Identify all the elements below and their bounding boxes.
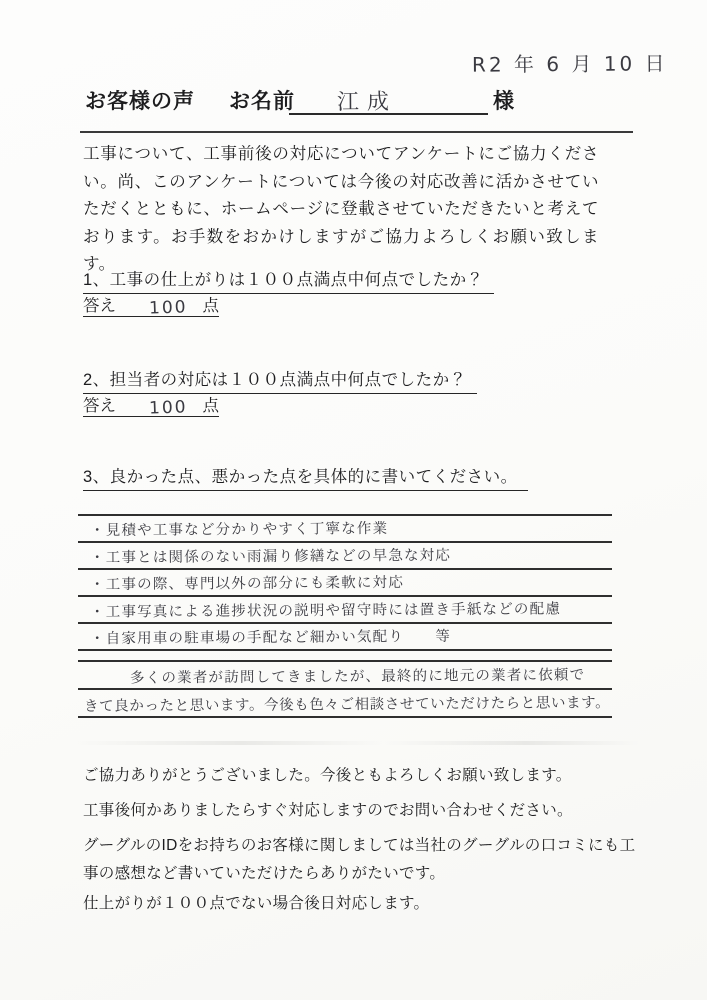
q3-comment-line-2: きて良かったと思います。今後も色々ご相談させていただけたらと思います。 (83, 694, 611, 715)
q3-comment-line-1: 多くの業者が訪問してきましたが、最終的に地元の業者に依頼で (129, 666, 586, 687)
footer-google-review: グーグルのIDをお持ちのお客様に関しましては当社のグーグルの口コミにも工事の感想など書いていただけたらありがたいです。 (83, 837, 636, 882)
handwritten-date: R2 年 6 月 10 日 (471, 51, 668, 77)
q3-bullet-row (78, 543, 612, 570)
answer-2-prefix: 答え (83, 397, 116, 415)
q3-bullet-5: ・自家用車の駐車場の手配など細かい気配り 等 (89, 628, 452, 648)
handwritten-name: 江成 (336, 89, 398, 116)
footer-thanks: ご協力ありがとうございました。今後ともよろしくお願い致します。 (83, 767, 572, 784)
footer-aftercare: 工事後何かありましたらすぐ対応しますのでお問い合わせください。 (83, 802, 573, 819)
question-1-answer-line (83, 290, 219, 317)
honorific-label: 様 (493, 90, 515, 113)
q3-bullet-1: ・見積や工事など分かりやすく丁寧な作業 (89, 520, 389, 540)
answer-2-handwritten-value: 100 (148, 397, 188, 419)
q3-bullet-row (78, 570, 612, 597)
answer-2-unit: 点 (202, 397, 219, 415)
header-divider (80, 131, 633, 133)
answer-1-handwritten-value: 100 (148, 297, 188, 319)
name-label: お名前 (229, 90, 295, 113)
question-1-label: 1、工事の仕上がりは１００点満点中何点でしたか？ (83, 266, 494, 294)
question-3-label: 3、良かった点、悪かった点を具体的に書いてください。 (83, 463, 528, 491)
footer-guarantee: 仕上がりが１００点でない場合後日対応します。 (83, 895, 430, 912)
intro-paragraph: 工事について、工事前後の対応についてアンケートにご協力ください。尚、このアンケートについては今後の対応改善に活かさせていただくとともに、ホームページに登載させていただきたいと考えております。お手数をおかけしますがご協力よろしくお願い致します。 (83, 145, 599, 273)
scan-artifact (70, 741, 640, 745)
q3-comment-block (78, 660, 612, 718)
answer-1-unit: 点 (202, 297, 219, 315)
q3-comment-row (78, 690, 612, 718)
answer-1-prefix: 答え (83, 297, 116, 315)
question-2-label: 2、担当者の対応は１００点満点中何点でしたか？ (83, 366, 477, 394)
q3-bullet-2: ・工事とは関係のない雨漏り修繕などの早急な対応 (89, 547, 452, 567)
question-2-answer-line (83, 390, 219, 417)
name-field-underline (289, 83, 488, 115)
q3-bullet-row (78, 597, 612, 624)
q3-bullet-row (78, 516, 612, 543)
question-3 (83, 463, 528, 491)
q3-bullet-4: ・工事写真による進捗状況の説明や留守時には置き手紙などの配慮 (89, 601, 562, 621)
q3-bullet-row (78, 624, 612, 651)
q3-comment-row (78, 662, 612, 690)
page-title: お客様の声 (85, 90, 195, 113)
q3-bullet-answer-block (78, 514, 612, 651)
q3-bullet-3: ・工事の際、専門以外の部分にも柔軟に対応 (89, 574, 405, 594)
